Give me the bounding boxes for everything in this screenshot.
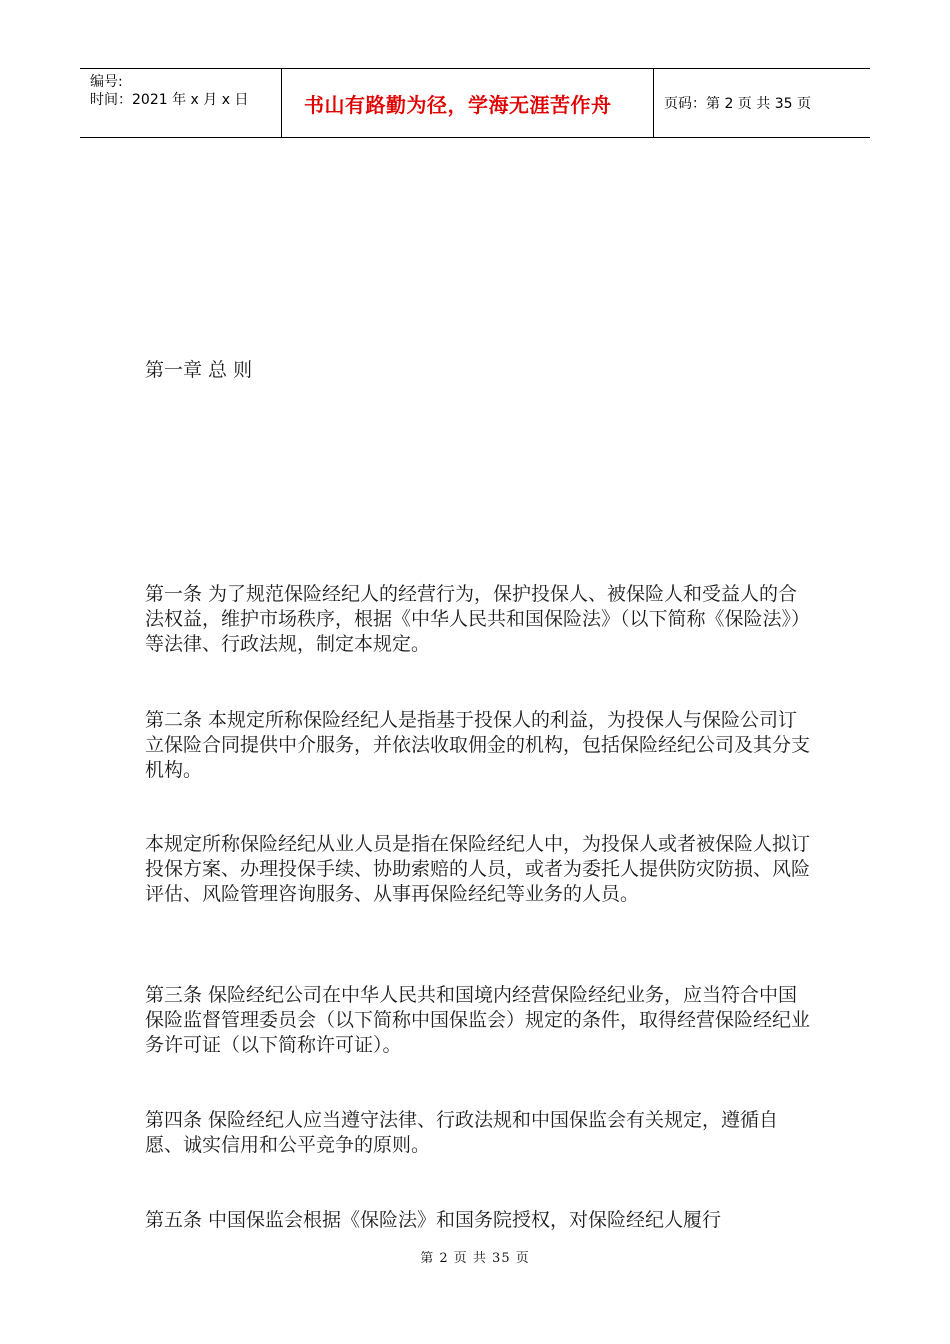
serial-number-label: 编号: [90,74,123,90]
article-1: 第一条 为了规范保险经纪人的经营行为，保护投保人、被保险人和受益人的合法权益，维护市场秩序，根据《中华人民共和国保险法》（以下简称《保险法》）等法律、行政法规，制定本规定。 [145,583,811,655]
header-meta [80,69,282,137]
document-header [80,68,870,138]
header-motto: 书山有路勤为径，学海无涯苦作舟 [282,69,654,137]
article-5: 第五条 中国保监会根据《保险法》和国务院授权，对保险经纪人履行 [145,1209,722,1231]
article-3: 第三条 保险经纪公司在中华人民共和国境内经营保险经纪业务，应当符合中国保险监督管理委员会（以下简称中国保监会）规定的条件，取得经营保险经纪业务许可证（以下简称许可证）。 [145,984,811,1056]
article-2-clause-2: 本规定所称保险经纪从业人员是指在保险经纪人中，为投保人或者被保险人拟订投保方案、办理投保手续、协助索赔的人员，或者为委托人提供防灾防损、风险评估、风险管理咨询服务、从事再保险经纪等业务的人员。 [145,833,811,905]
chapter-title: 第一章 总 则 [145,359,253,381]
page-footer: 第 2 页 共 35 页 [420,1251,530,1266]
article-4: 第四条 保险经纪人应当遵守法律、行政法规和中国保监会有关规定，遵循自愿、诚实信用和公平竞争的原则。 [145,1109,779,1156]
article-2: 第二条 本规定所称保险经纪人是指基于投保人的利益，为投保人与保险公司订立保险合同提供中介服务，并依法收取佣金的机构，包括保险经纪公司及其分支机构。 [145,709,811,781]
header-page-info: 页码：第 2 页 共 35 页 [664,96,811,112]
date-label: 时间：2021 年 x 月 x 日 [90,92,249,108]
